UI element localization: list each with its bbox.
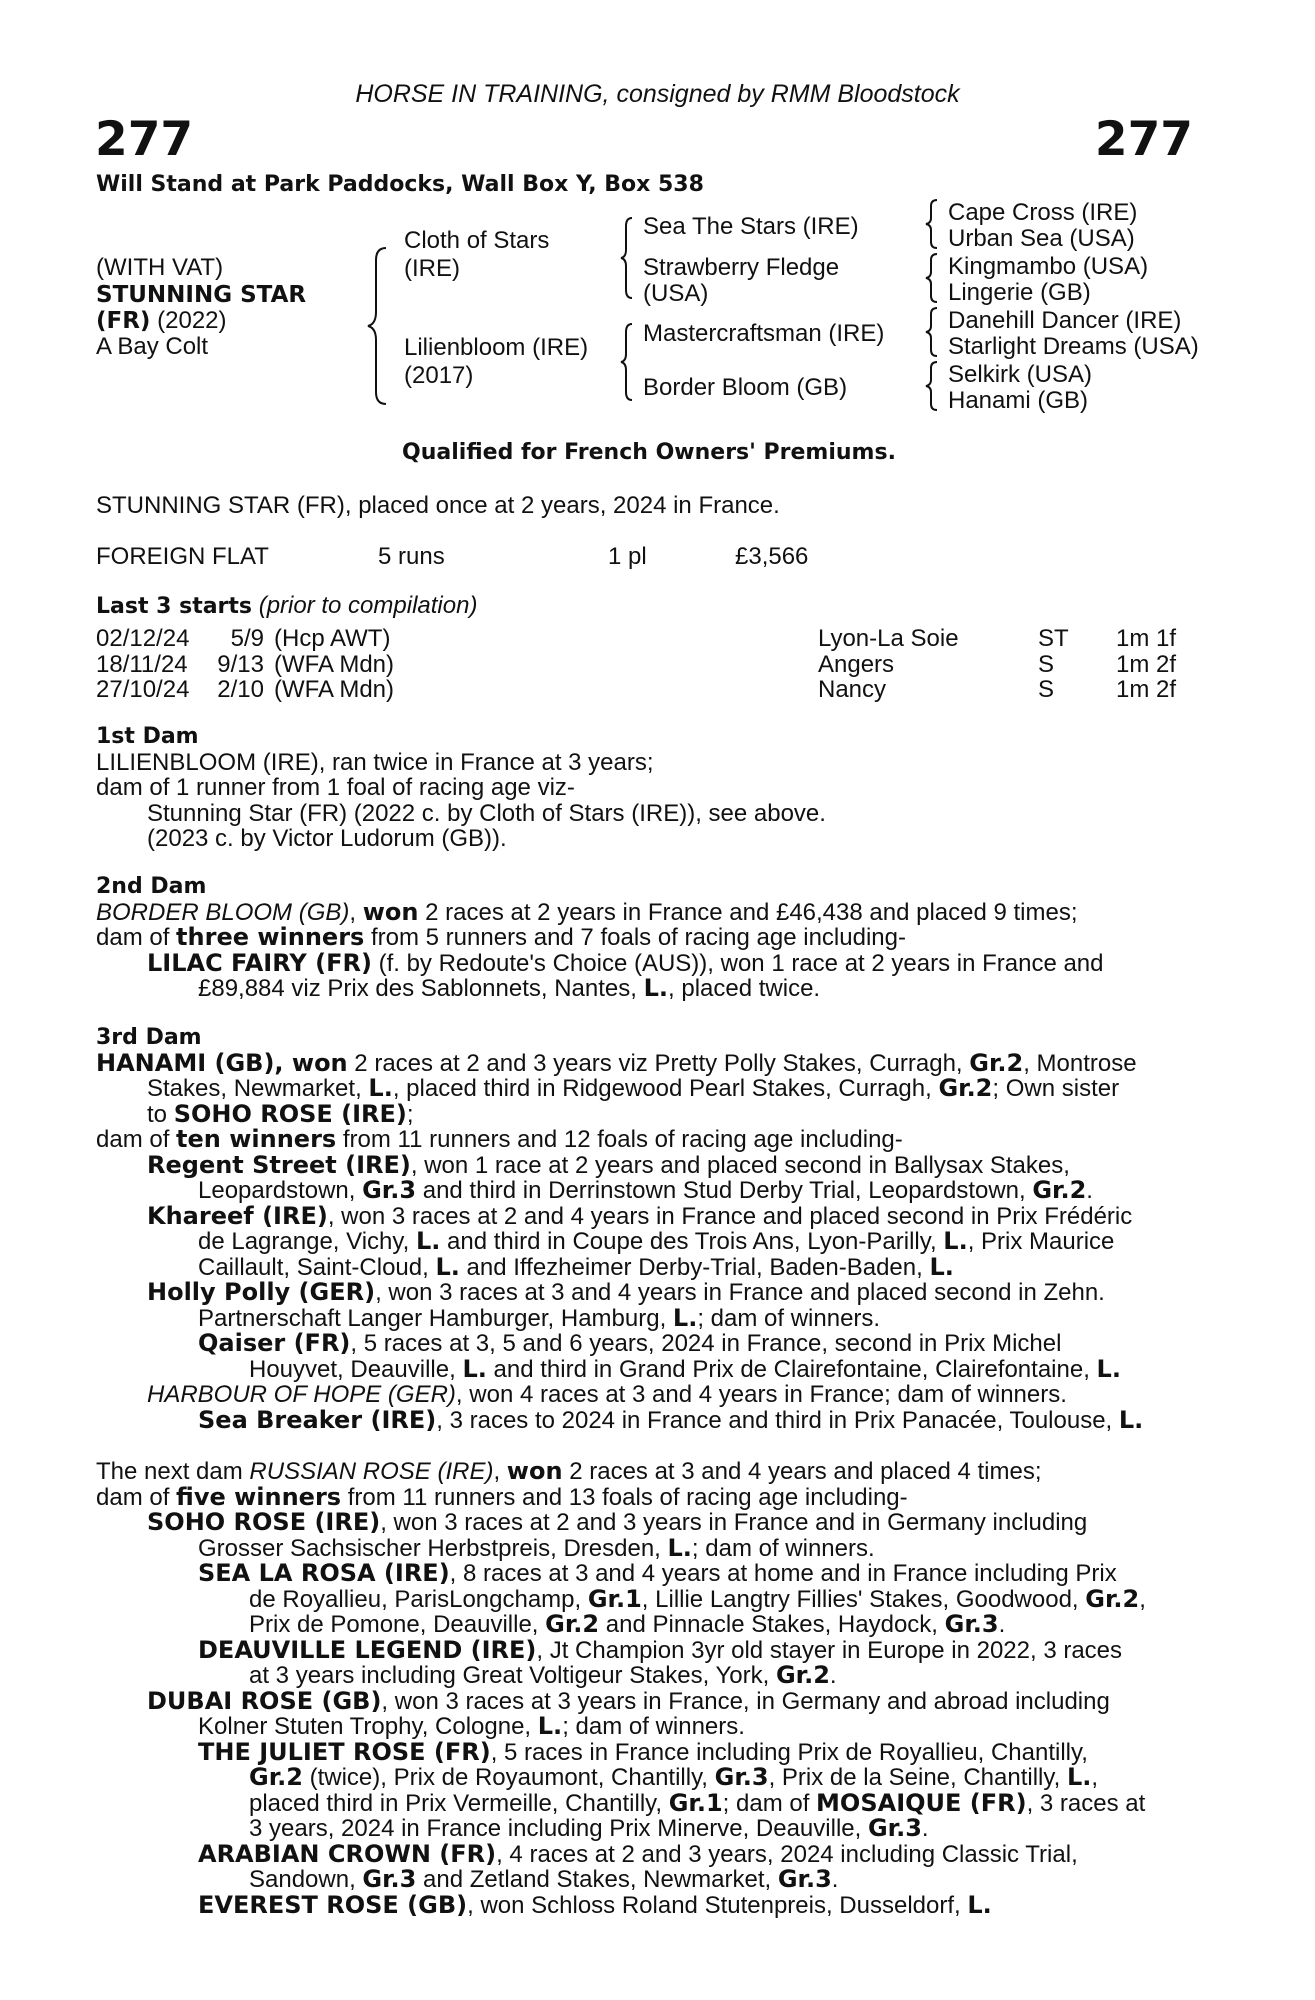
progeny-name: THE JULIET ROSE (FR)	[198, 1737, 491, 1766]
second-dam-name: BORDER BLOOM (GB)	[96, 898, 350, 926]
table-row	[96, 677, 1176, 703]
listed-badge: L.	[415, 1227, 441, 1255]
start-race: (WFA Mdn)	[274, 650, 395, 678]
text: , Prix Maurice	[967, 1228, 1115, 1255]
lot-number-right: 277	[1094, 112, 1193, 167]
start-course: Angers	[818, 650, 895, 678]
horse-vat: (WITH VAT)	[96, 254, 224, 281]
stand-location: Will Stand at Park Paddocks, Wall Box Y, Box 538	[96, 172, 704, 197]
last-starts-note: (prior to compilation)	[258, 592, 478, 619]
pedigree-g8: Hanami (GB)	[948, 387, 1089, 414]
text: ; dam of	[722, 1789, 817, 1817]
progeny-entry-cont	[96, 1867, 1206, 1893]
text: .	[829, 1662, 837, 1689]
start-distance: 1m 2f	[1116, 676, 1177, 703]
progeny-name: Qaiser (FR)	[198, 1329, 351, 1357]
text: Stakes, Newmarket,	[147, 1075, 369, 1102]
grade-badge: Gr.2	[775, 1661, 830, 1689]
text: dam of	[96, 1126, 177, 1153]
text: , won 4 races at 3 and 4 years in France; dam of winners.	[455, 1381, 1067, 1408]
progeny-name: EVEREST ROSE (GB)	[198, 1890, 468, 1919]
text: Caillault, Saint-Cloud,	[198, 1253, 436, 1281]
text: Houyvet, Deauville,	[249, 1355, 463, 1383]
last-starts-title: Last 3 starts	[96, 594, 253, 619]
progeny-entry	[96, 1382, 1206, 1408]
winners-count: five winners	[176, 1482, 342, 1511]
progeny-entry	[96, 1890, 1206, 1919]
pedigree-brace-g1	[925, 198, 941, 250]
progeny-entry-cont	[96, 1765, 1206, 1791]
text: , won 1 race at 2 years and placed second in Ballysax Stakes,	[410, 1151, 1070, 1179]
text: , won Schloss Roland Stutenpreis, Dusseldorf,	[467, 1891, 968, 1919]
text: from 5 runners and 7 foals of racing age including-	[364, 924, 906, 951]
grade-badge: Gr.2	[969, 1048, 1024, 1077]
pedigree-sire-country: (IRE)	[404, 255, 460, 282]
pedigree-sire: Cloth of Stars	[404, 227, 550, 254]
progeny-name: HARBOUR OF HOPE (GER)	[147, 1381, 456, 1408]
text: ; dam of winners.	[691, 1534, 875, 1562]
grade-badge: Gr.2	[1032, 1176, 1087, 1204]
pedigree-brace-main	[366, 246, 394, 406]
pedigree-brace-sire	[620, 216, 636, 300]
text: to	[147, 1100, 174, 1128]
record-runs: 5 runs	[378, 543, 445, 570]
winners-count: three winners	[176, 923, 365, 951]
progeny-name: DUBAI ROSE (GB)	[147, 1686, 382, 1715]
text: ,	[493, 1458, 507, 1485]
start-distance: 1m 2f	[1116, 650, 1177, 678]
start-position: 9/13	[217, 650, 264, 678]
progeny-name: Holly Polly (GER)	[147, 1278, 376, 1306]
grade-badge: Gr.1	[668, 1788, 723, 1817]
text: , won 3 races at 3 years in France, in Germany and abroad including	[381, 1687, 1110, 1715]
start-date: 18/11/24	[96, 650, 188, 678]
start-position: 2/10	[217, 676, 264, 703]
next-dam-name: RUSSIAN ROSE (IRE)	[249, 1458, 494, 1485]
text: .	[1086, 1177, 1093, 1204]
text: 3 years, 2024 in France including Prix Minerve, Deauville,	[249, 1815, 868, 1842]
third-dam-line	[96, 1127, 1206, 1153]
text: at 3 years including Great Voltigeur Stakes, York,	[249, 1662, 776, 1689]
progeny-entry	[96, 1280, 1206, 1306]
listed-badge: L.	[667, 1533, 692, 1562]
first-dam-line: LILIENBLOOM (IRE), ran twice in France at 3 years;	[96, 748, 654, 776]
text: dam of	[96, 1483, 177, 1511]
progeny-entry	[96, 1510, 1206, 1536]
text: , 4 races at 2 and 3 years, 2024 including Classic Trial,	[496, 1840, 1078, 1868]
progeny-entry-cont	[96, 1229, 1206, 1255]
text: , won 3 races at 3 and 4 years in France and placed second in Zehn.	[375, 1279, 1105, 1306]
progeny-entry	[96, 1561, 1206, 1587]
progeny-entry	[96, 948, 1206, 977]
sister-name: SOHO ROSE (IRE)	[173, 1099, 407, 1128]
listed-badge: L.	[1066, 1763, 1092, 1791]
pedigree-g6: Starlight Dreams (USA)	[948, 333, 1199, 360]
listed-badge: L.	[1096, 1354, 1121, 1383]
grade-badge: Gr.3	[714, 1763, 769, 1791]
listed-badge: L.	[929, 1252, 954, 1281]
grade-badge: Gr.1	[587, 1584, 642, 1613]
record-label: FOREIGN FLAT	[96, 543, 269, 570]
next-dam-line	[96, 1459, 1206, 1485]
progeny-name: Regent Street (IRE)	[147, 1150, 411, 1179]
third-dam-title: 3rd Dam	[96, 1025, 202, 1050]
text: , 3 races at	[1026, 1789, 1146, 1817]
text: de Royallieu, ParisLongchamp,	[249, 1585, 588, 1613]
text: , 5 races in France including Prix de Royallieu, Chantilly,	[490, 1738, 1088, 1766]
horse-country-year	[96, 307, 227, 335]
text: de Lagrange, Vichy,	[198, 1228, 416, 1255]
second-dam-line: BORDER BLOOM (GB), won 2 races at 2 years in France and £46,438 and placed 9 times;	[96, 897, 1078, 926]
progeny-entry	[96, 1635, 1206, 1664]
progeny-name: SEA LA ROSA (IRE)	[198, 1559, 450, 1587]
pedigree-brace-g4	[925, 360, 941, 412]
text: ;	[406, 1100, 414, 1128]
pedigree-dam-sire: Mastercraftsman (IRE)	[643, 320, 885, 347]
progeny-entry	[96, 1737, 1206, 1766]
text: , won 3 races at 2 and 4 years in France and placed second in Prix Frédéric	[327, 1202, 1133, 1230]
progeny-entry-cont	[96, 1788, 1206, 1817]
third-dam-line	[96, 1099, 1206, 1128]
text: and Pinnacle Stakes, Haydock,	[599, 1611, 945, 1638]
text: from 11 runners and 12 foals of racing age including-	[336, 1126, 903, 1153]
text: £89,884 viz Prix des Sablonnets, Nantes,	[198, 975, 644, 1002]
pedigree-g7: Selkirk (USA)	[948, 361, 1093, 388]
horse-year: (2022)	[157, 307, 227, 334]
text: , Prix de la Seine, Chantilly,	[768, 1764, 1067, 1791]
text: Leopardstown,	[198, 1177, 363, 1204]
grade-badge: Gr.2	[938, 1074, 993, 1102]
progeny-entry-cont	[96, 1663, 1206, 1689]
third-dam-name: HANAMI (GB), won	[96, 1048, 348, 1077]
listed-badge: L.	[943, 1227, 968, 1255]
pedigree-g4: Lingerie (GB)	[948, 279, 1091, 306]
start-going: ST	[1038, 625, 1069, 652]
text: .	[831, 1866, 839, 1893]
text: ; dam of winners.	[562, 1713, 745, 1740]
last-starts-heading	[96, 592, 477, 620]
text: 2 races at 3 and 4 years and placed 4 times;	[562, 1458, 1042, 1485]
text: ; dam of winners.	[697, 1304, 881, 1332]
progeny-entry-cont	[96, 1533, 1206, 1562]
text: and Zetland Stakes, Newmarket,	[416, 1866, 778, 1893]
listed-badge: L.	[462, 1354, 487, 1383]
pedigree-dam-year: (2017)	[404, 362, 474, 389]
page-header: HORSE IN TRAINING, consigned by RMM Bloodstock	[355, 80, 960, 108]
progeny-entry	[96, 1839, 1206, 1868]
text: ,	[1139, 1585, 1146, 1613]
second-dam-title: 2nd Dam	[96, 874, 207, 899]
grade-badge: Gr.3	[777, 1865, 832, 1893]
third-dam-line	[96, 1076, 1206, 1102]
pedigree-brace-g3	[925, 306, 941, 358]
pedigree-brace-g2	[925, 252, 941, 304]
grade-badge: Gr.2	[1085, 1584, 1140, 1613]
listed-badge: L.	[967, 1890, 992, 1919]
progeny-entry-cont	[96, 1303, 1206, 1332]
progeny-name: Khareef (IRE)	[147, 1201, 328, 1230]
grade-badge: Gr.3	[362, 1865, 417, 1893]
text: , Lillie Langtry Fillies' Stakes, Goodwood,	[641, 1585, 1086, 1613]
pedigree-dam-dam: Border Bloom (GB)	[643, 374, 848, 401]
horse-country: (FR)	[96, 308, 151, 334]
text: , placed third in Ridgewood Pearl Stakes, Curragh,	[392, 1075, 939, 1102]
progeny-entry-cont	[96, 1354, 1206, 1383]
text: and third in Coupe des Trois Ans, Lyon-Parilly,	[440, 1228, 944, 1255]
text: 2 races at 2 years in France and £46,438 and placed 9 times;	[418, 898, 1078, 926]
third-dam-section	[96, 1025, 1206, 1433]
text: , 8 races at 3 and 4 years at home and in France including Prix	[449, 1560, 1117, 1587]
lot-number-left: 277	[95, 112, 194, 167]
listed-badge: L.	[368, 1074, 393, 1102]
progeny-entry-cont	[96, 1178, 1206, 1204]
pedigree-g2: Urban Sea (USA)	[948, 225, 1135, 252]
first-dam-line: dam of 1 runner from 1 foal of racing age viz-	[96, 774, 575, 801]
text: .	[921, 1815, 929, 1842]
start-race: (Hcp AWT)	[274, 625, 391, 652]
first-dam-title: 1st Dam	[96, 724, 199, 749]
listed-badge: L.	[643, 974, 669, 1002]
progeny-entry-cont	[96, 976, 1206, 1002]
table-row	[96, 652, 1176, 678]
grade-badge: Gr.2	[249, 1763, 303, 1791]
second-dam-section	[96, 874, 1206, 1002]
text: (f. by Redoute's Choice (AUS)), won 1 race at 2 years in France and	[371, 949, 1104, 977]
text: The next dam	[96, 1458, 250, 1485]
start-race: (WFA Mdn)	[274, 676, 395, 703]
progeny-entry	[96, 1686, 1206, 1715]
text: , Jt Champion 3yr old stayer in Europe in 2022, 3 races	[536, 1636, 1123, 1664]
start-going: S	[1038, 676, 1055, 703]
start-course: Lyon-La Soie	[818, 625, 959, 652]
progeny-name: MOSAIQUE (FR)	[816, 1788, 1027, 1817]
text: Prix de Pomone, Deauville,	[249, 1611, 546, 1638]
text: placed third in Prix Vermeille, Chantilly,	[249, 1789, 669, 1817]
progeny-name: SOHO ROSE (IRE)	[147, 1508, 381, 1536]
second-dam-won: won	[362, 897, 419, 926]
text: and third in Derrinstown Stud Derby Trial, Leopardstown,	[416, 1177, 1033, 1204]
first-dam-progeny: Stunning Star (FR) (2022 c. by Cloth of Stars (IRE)), see above.	[147, 799, 826, 827]
text: , placed twice.	[668, 975, 821, 1002]
text: and third in Grand Prix de Clairefontaine, Clairefontaine,	[486, 1355, 1097, 1383]
progeny-name: DEAUVILLE LEGEND (IRE)	[198, 1635, 537, 1664]
pedigree-brace-dam	[620, 322, 636, 402]
text: Grosser Sachsischer Herbstpreis, Dresden,	[198, 1534, 668, 1562]
listed-badge: L.	[672, 1303, 698, 1332]
text: , won 3 races at 2 and 3 years in France and in Germany including	[380, 1509, 1088, 1536]
start-going: S	[1038, 650, 1055, 678]
progeny-entry	[96, 1150, 1206, 1179]
pedigree-g1: Cape Cross (IRE)	[948, 199, 1138, 226]
second-dam-line	[96, 925, 1206, 951]
pedigree-dam: Lilienbloom (IRE)	[404, 334, 589, 361]
winners-count: ten winners	[176, 1125, 337, 1153]
progeny-entry	[96, 1405, 1206, 1434]
grade-badge: Gr.2	[545, 1610, 600, 1638]
text: ; Own sister	[992, 1075, 1120, 1102]
pedigree-g3: Kingmambo (USA)	[948, 253, 1149, 280]
progeny-name: ARABIAN CROWN (FR)	[198, 1839, 497, 1868]
start-distance: 1m 1f	[1116, 625, 1177, 652]
progeny-entry-cont	[96, 1252, 1206, 1281]
text: from 11 runners and 13 foals of racing age including-	[341, 1483, 908, 1511]
start-course: Nancy	[818, 676, 887, 703]
start-date: 02/12/24	[96, 625, 190, 652]
pedigree-sire-sire: Sea The Stars (IRE)	[643, 213, 859, 240]
record-placed: 1 pl	[608, 543, 647, 570]
next-dam-line	[96, 1482, 1206, 1511]
grade-badge: Gr.3	[362, 1176, 417, 1204]
start-position: 5/9	[230, 625, 264, 652]
text: Sandown,	[249, 1866, 363, 1893]
text: , 3 races to 2024 in France and third in Prix Panacée, Toulouse,	[436, 1406, 1119, 1434]
first-dam-section	[96, 724, 1206, 852]
progeny-entry	[96, 1331, 1206, 1357]
listed-badge: L.	[537, 1712, 563, 1740]
horse-description: A Bay Colt	[96, 333, 209, 360]
progeny-entry	[96, 1201, 1206, 1230]
grade-badge: Gr.3	[867, 1814, 922, 1842]
grade-badge: Gr.3	[944, 1610, 999, 1638]
first-dam-progeny: (2023 c. by Victor Ludorum (GB)).	[147, 825, 507, 852]
horse-name: STUNNING STAR	[96, 282, 307, 308]
listed-badge: L.	[1118, 1405, 1144, 1434]
listed-badge: L.	[435, 1252, 460, 1281]
text: .	[998, 1611, 1006, 1638]
pedigree-sire-dam-country: (USA)	[643, 280, 709, 307]
text: Partnerschaft Langer Hamburger, Hamburg,	[198, 1304, 673, 1332]
start-date: 27/10/24	[96, 676, 190, 703]
progeny-entry-cont	[96, 1584, 1206, 1613]
text: , Montrose	[1023, 1049, 1137, 1077]
horse-summary: STUNNING STAR (FR), placed once at 2 years, 2024 in France.	[96, 492, 780, 519]
text: Kolner Stuten Trophy, Cologne,	[198, 1713, 538, 1740]
won-label: won	[506, 1457, 563, 1485]
text: dam of	[96, 924, 177, 951]
third-dam-line	[96, 1048, 1206, 1077]
text: and Iffezheimer Derby-Trial, Baden-Baden,	[459, 1253, 930, 1281]
qualified-note: Qualified for French Owners' Premiums.	[402, 440, 896, 465]
record-earnings: £3,566	[735, 543, 809, 570]
text: , 5 races at 3, 5 and 6 years, 2024 in France, second in Prix Michel	[350, 1330, 1062, 1357]
text: (twice), Prix de Royaumont, Chantilly,	[302, 1764, 715, 1791]
pedigree-g5: Danehill Dancer (IRE)	[948, 307, 1182, 334]
text: 2 races at 2 and 3 years viz Pretty Polly Stakes, Curragh,	[347, 1049, 970, 1077]
progeny-entry-cont	[96, 1816, 1206, 1842]
progeny-name: LILAC FAIRY (FR)	[147, 948, 372, 977]
next-dam-section	[96, 1459, 1206, 1918]
progeny-name: Sea Breaker (IRE)	[198, 1405, 437, 1434]
progeny-entry-cont	[96, 1612, 1206, 1638]
text: ,	[1091, 1764, 1099, 1791]
last-starts-table	[96, 626, 1176, 703]
progeny-entry-cont	[96, 1714, 1206, 1740]
pedigree-sire-dam: Strawberry Fledge	[643, 254, 840, 281]
table-row	[96, 626, 1176, 652]
